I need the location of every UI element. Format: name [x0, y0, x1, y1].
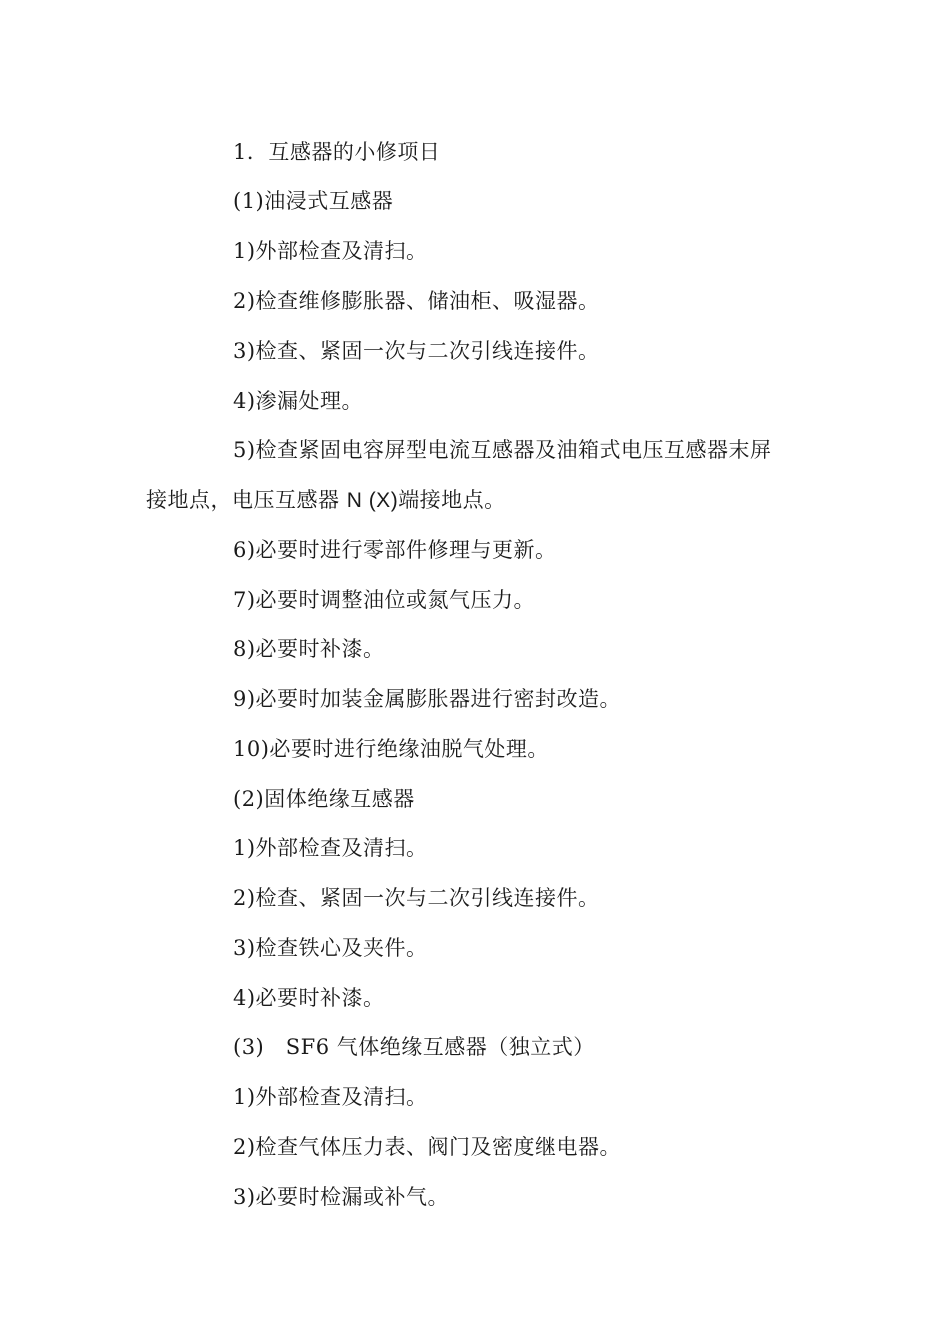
subsection-heading: (1)油浸式互感器	[233, 189, 394, 213]
list-item: 2)检查气体压力表、阀门及密度继电器。	[233, 1135, 622, 1159]
subsection-heading: (2)固体绝缘互感器	[233, 787, 415, 811]
list-item: 2)检查维修膨胀器、储油柜、吸湿器。	[233, 289, 600, 313]
text-segment-latin: N (X)	[346, 489, 399, 512]
list-item: 9)必要时加装金属膨胀器进行密封改造。	[233, 687, 622, 711]
text-segment: 接地点，电压互感器	[146, 488, 340, 512]
list-item: 5)检查紧固电容屏型电流互感器及油箱式电压互感器末屏	[233, 438, 772, 462]
list-item: 4)渗漏处理。	[233, 389, 364, 413]
list-item: 1)外部检查及清扫。	[233, 1085, 428, 1109]
list-item: 6)必要时进行零部件修理与更新。	[233, 538, 557, 562]
list-item: 4)必要时补漆。	[233, 986, 385, 1010]
section-heading: 1．互感器的小修项日	[233, 140, 441, 164]
list-item: 7)必要时调整油位或氮气压力。	[233, 588, 536, 612]
list-item: 8)必要时补漆。	[233, 637, 385, 661]
list-item: 1)外部检查及清扫。	[233, 239, 428, 263]
subsection-heading: (3) SF6 气体绝缘互感器（独立式）	[233, 1035, 595, 1059]
list-item: 3)必要时检漏或补气。	[233, 1185, 450, 1209]
list-item-continuation	[146, 487, 506, 514]
list-item: 3)检查、紧固一次与二次引线连接件。	[233, 339, 600, 363]
list-item: 2)检查、紧固一次与二次引线连接件。	[233, 886, 600, 910]
list-item: 10)必要时进行绝缘油脱气处理。	[233, 737, 549, 761]
text-segment: 端接地点。	[398, 488, 506, 512]
list-item: 3)检查铁心及夹件。	[233, 936, 428, 960]
list-item: 1)外部检查及清扫。	[233, 836, 428, 860]
